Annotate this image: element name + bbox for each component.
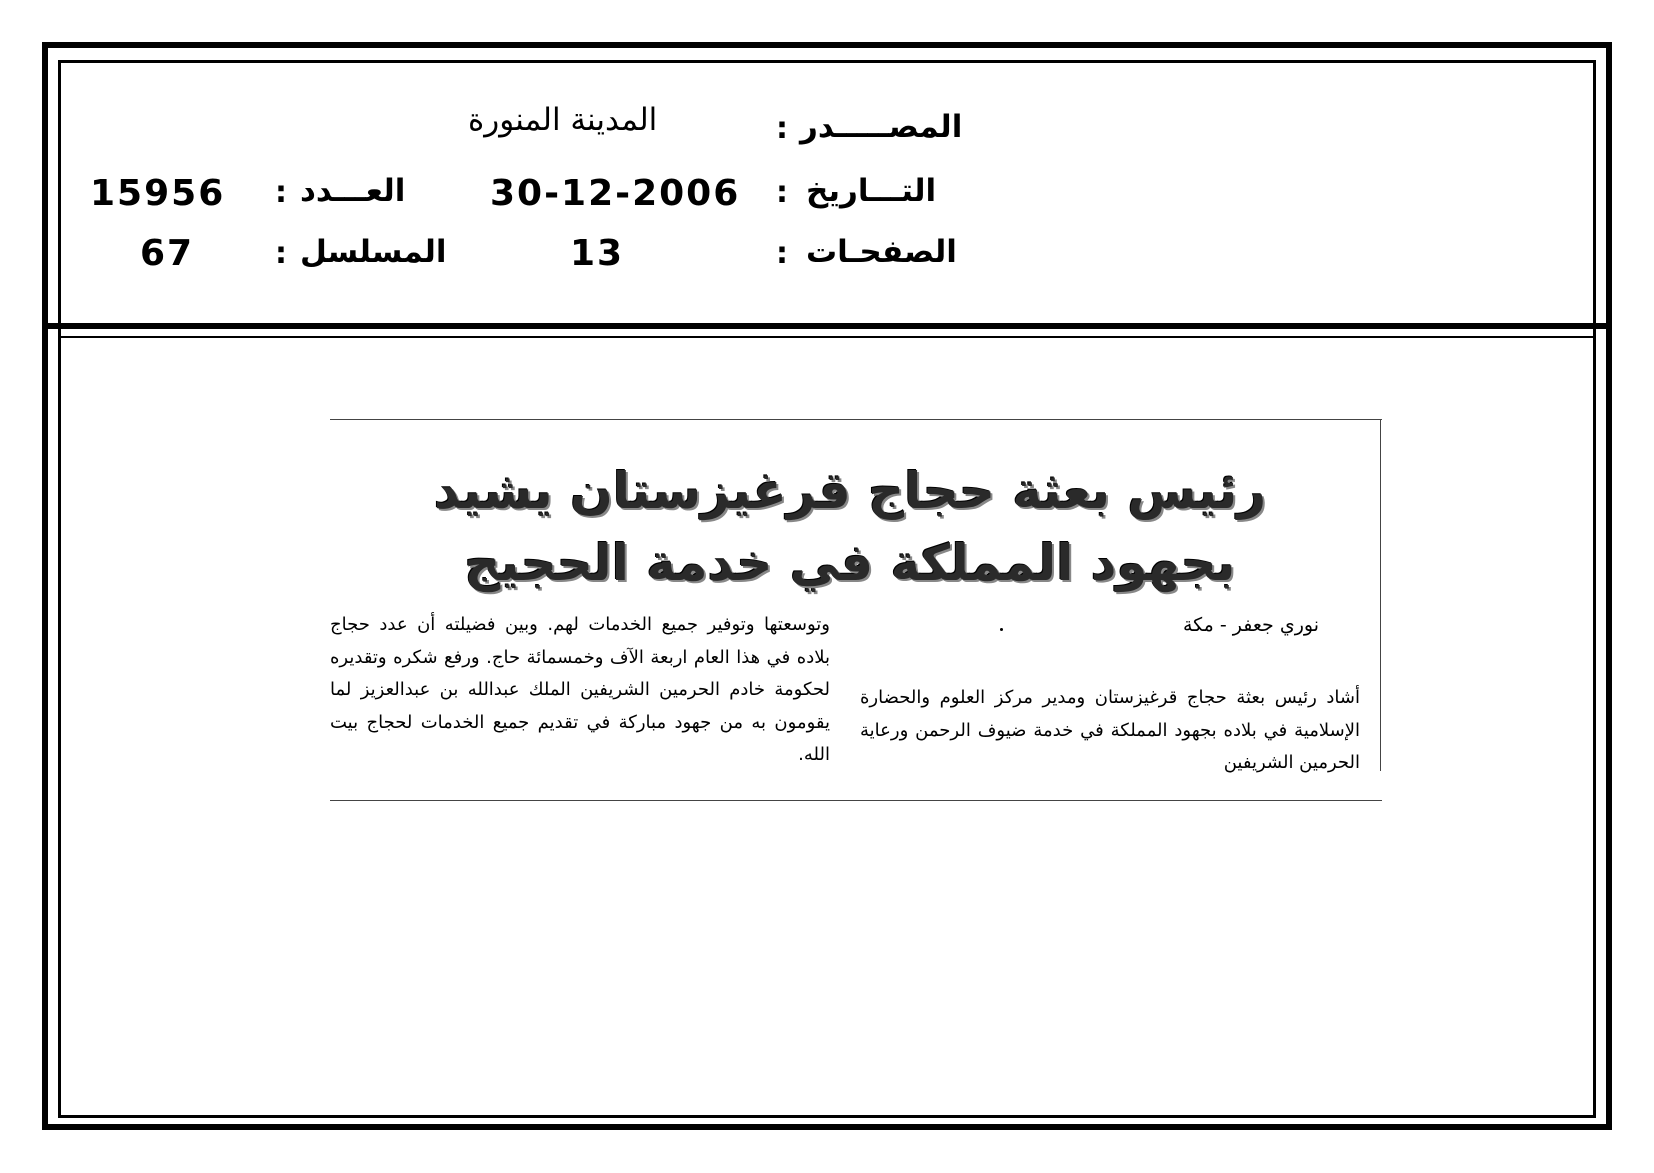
headline-line-1: رئيس بعثة حجاج قرغيزستان يشيد bbox=[433, 462, 1267, 520]
source-value: المدينة المنورة bbox=[468, 102, 658, 138]
date-colon: : bbox=[776, 175, 788, 210]
serial-value: 67 bbox=[140, 233, 195, 274]
clipping-right-rule bbox=[1380, 419, 1381, 771]
article-column-left: وتوسعتها وتوفير جميع الخدمات لهم. وبين فضيلته أن عدد حجاج بلاده في هذا العام اربعة الآف وخمسمائة حاج. ورفع شكره وتقديره لحكومة خادم الحرمين الشريفين الملك عبدالله بن عبدالعزيز لما يقومون به من جهود مباركة في تقديم جميع الخدمات لحجاج بيت الله. bbox=[330, 614, 830, 765]
issue-value: 15956 bbox=[90, 173, 226, 214]
source-label: المصـــــدر bbox=[800, 109, 963, 145]
issue-colon: : bbox=[275, 175, 287, 210]
issue-label: العـــدد bbox=[300, 173, 406, 209]
date-label: التـــاريخ bbox=[806, 173, 937, 209]
source-colon: : bbox=[776, 111, 788, 146]
pages-colon: : bbox=[776, 236, 788, 271]
article-byline: نوري جعفر - مكة bbox=[1183, 614, 1319, 636]
pages-label: الصفحـات bbox=[806, 234, 957, 270]
clipping-top-rule bbox=[330, 419, 1382, 420]
serial-colon: : bbox=[275, 236, 287, 271]
stray-dot bbox=[1000, 628, 1003, 631]
date-value: 30-12-2006 bbox=[490, 173, 741, 214]
serial-label: المسلسل bbox=[300, 234, 447, 270]
header-divider bbox=[44, 323, 1610, 329]
article-column-right: أشاد رئيس بعثة حجاج قرغيزستان ومدير مركز العلوم والحضارة الإسلامية في بلاده بجهود المملكة في خدمة ضيوف الرحمن ورعاية الحرمين الشريفين bbox=[860, 687, 1360, 773]
pages-value: 13 bbox=[570, 233, 625, 274]
article-headline bbox=[400, 455, 1300, 599]
headline-line-2: بجهود المملكة في خدمة الحجيج bbox=[464, 534, 1236, 592]
clipping-bottom-rule bbox=[330, 800, 1382, 801]
header-divider-thin bbox=[60, 336, 1594, 338]
